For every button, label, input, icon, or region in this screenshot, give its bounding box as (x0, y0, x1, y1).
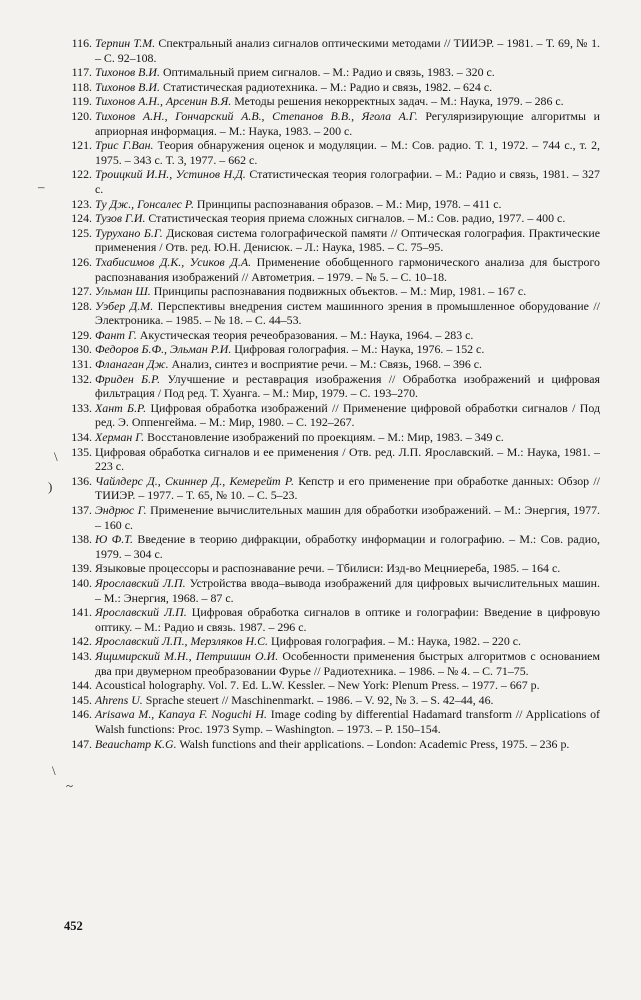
reference-text: Цифровая обработка сигналов и ее применения / Отв. ред. Л.П. Ярославский. – М.: Наука, 1981. – 223 с. (95, 444, 600, 474)
reference-text: Принципы распознавания образов. – М.: Мир, 1978. – 411 с. (193, 196, 502, 211)
reference-authors: Хант Б.Р. (95, 400, 147, 415)
reference-entry (64, 634, 600, 649)
reference-text: Перспективы внедрения систем машинного зрения в промышленное оборудование // Электроника. – 1985. – № 18. – С. 44–53. (95, 298, 600, 328)
reference-entry (64, 284, 600, 299)
reference-entry (64, 372, 600, 401)
reference-number: 130. (71, 342, 92, 357)
margin-tick-mark: – (38, 179, 45, 194)
reference-authors: Чайлдерс Д., Скиннер Д., Кемерейт Р. (95, 473, 294, 488)
reference-text: Особенности применения быстрых алгоритмов с основанием два при двумерном преобразовании Фурье // Радиотехника. – 1986. – № 4. – С. 71–75. (95, 648, 600, 678)
reference-authors: Beauchamp K.G. (95, 736, 177, 751)
reference-entry (64, 678, 600, 693)
reference-entry (64, 94, 600, 109)
reference-entry (64, 255, 600, 284)
reference-entry (64, 167, 600, 196)
reference-authors: Терпин Т.М. (95, 36, 156, 50)
reference-number: 128. (71, 298, 92, 313)
reference-text: Устройства ввода–вывода изображений для цифровых вычислительных машин. – М.: Энергия, 1968. – 87 с. (95, 575, 600, 605)
reference-number: 131. (71, 357, 92, 372)
reference-number: 124. (71, 211, 92, 226)
reference-entry (64, 576, 600, 605)
reference-entry (64, 357, 600, 372)
reference-number: 127. (71, 284, 92, 299)
reference-authors: Ahrens U. (95, 692, 143, 707)
reference-number: 135. (71, 444, 92, 459)
reference-authors: Турухано Б.Г. (95, 225, 163, 240)
reference-text: Введение в теорию дифракции, обработку информации и голографию. – М.: Сов. радио, 1979. – 304 с. (95, 532, 600, 561)
reference-number: 133. (71, 400, 92, 415)
reference-entry (64, 430, 600, 445)
reference-number: 140. (71, 575, 92, 590)
reference-text: Image coding by differential Hadamard transform // Applications of Walsh functions: Proc. 1973 Symp. – Washington. – 1973. – P. 150–154. (95, 707, 601, 736)
reference-number: 126. (71, 254, 92, 269)
reference-entry (64, 561, 600, 576)
reference-authors: Фриден Б.Р. (95, 371, 161, 386)
reference-authors: Федоров Б.Ф., Эльман Р.И. (95, 342, 232, 357)
reference-authors: Тихонов В.И. (95, 79, 160, 94)
reference-text: Кепстр и его применение при обработке данных: Обзор // ТИИЭР. – 1977. – Т. 65, № 10. – С. 5–23. (95, 473, 600, 503)
reference-text: Спектральный анализ сигналов оптическими методами // ТИИЭР. – 1981. – Т. 69, № 1. – С. 92–108. (95, 36, 600, 65)
margin-check-mark: \ (54, 449, 58, 464)
reference-number: 123. (71, 196, 92, 211)
reference-authors: Ярославский Л.П. (95, 605, 187, 620)
reference-number: 120. (71, 108, 92, 123)
reference-text: Статистическая теория голографии. – М.: Радио и связь, 1981. – 327 с. (95, 167, 600, 196)
reference-authors: Тихонов А.Н., Гончарский А.В., Степанов В.В., Ягола А.Г. (95, 108, 418, 123)
reference-text: Принципы распознавания подвижных объектов. – М.: Мир, 1981. – 167 с. (150, 284, 527, 299)
reference-entry (64, 211, 600, 226)
reference-number: 138. (71, 532, 92, 547)
reference-text: Восстановление изображений по проекциям. – М.: Мир, 1983. – 349 с. (144, 430, 504, 445)
reference-text: Улучшение и реставрация изображения // Обработка изображений и цифровая фильтрация / Под ред. Т. Хуанга. – М.: Мир, 1979. – С. 193–270. (95, 371, 600, 401)
reference-number: 129. (71, 327, 92, 342)
reference-authors: Ярославский Л.П. (95, 575, 186, 590)
reference-text: Статистическая теория приема сложных сигналов. – М.: Сов. радио, 1977. – 400 с. (145, 211, 566, 226)
reference-number: 144. (71, 678, 92, 693)
reference-text: Применение вычислительных машин для обработки изображений. – М.: Энергия, 1977. – 160 с. (95, 503, 600, 532)
reference-authors: Arisawa M., Kanaya F. Noguchi H. (95, 707, 267, 722)
reference-number: 147. (71, 736, 92, 751)
reference-authors: Фант Г. (95, 327, 137, 342)
reference-number: 121. (71, 138, 92, 153)
reference-text: Анализ, синтез и восприятие речи. – М.: Связь, 1968. – 396 с. (168, 357, 483, 372)
reference-authors: Тузов Г.И. (95, 211, 146, 226)
reference-entry (64, 109, 600, 138)
reference-number: 145. (71, 692, 92, 707)
reference-number: 117. (71, 65, 92, 80)
reference-entry (64, 737, 600, 752)
reference-number: 119. (71, 94, 92, 109)
reference-text: Применение обобщенного гармонического анализа для быстрого распознавания изображений // Автометрия. – 1979. – № 5. – С. 10–18. (95, 254, 600, 284)
reference-text: Walsh functions and their applications. – London: Academic Press, 1975. – 236 p. (176, 736, 570, 751)
reference-entry (64, 328, 600, 343)
reference-text: Цифровая голография. – М.: Наука, 1982. – 220 с. (268, 634, 522, 649)
reference-list (64, 36, 600, 751)
reference-text: Цифровая голография. – М.: Наука, 1976. – 152 с. (231, 342, 485, 357)
reference-text: Цифровая обработка изображений // Применение цифровой обработки сигналов / Под ред. Э. Оппенгейма. – М.: Мир, 1980. – С. 192–267. (95, 400, 601, 430)
reference-text: Acoustical holography. Vol. 7. Ed. L.W. Kessler. – New York: Plenum Press. – 1977. – 667 p. (95, 678, 540, 693)
reference-entry (64, 707, 600, 736)
reference-text: Акустическая теория речеобразования. – М.: Наука, 1964. – 283 с. (136, 327, 474, 342)
reference-authors: Тихонов В.И. (95, 65, 160, 80)
reference-text: Регуляризирующие алгоритмы и априорная информация. – М.: Наука, 1983. – 200 с. (95, 108, 600, 138)
reference-authors: Ящимирский М.Н., Петришин О.И. (95, 648, 279, 663)
reference-entry (64, 474, 600, 503)
reference-authors: Ульман Ш. (95, 284, 151, 299)
reference-number: 143. (71, 648, 92, 663)
margin-check-mark: ) (48, 479, 53, 494)
reference-text: Оптимальный прием сигналов. – М.: Радио и связь, 1983. – 320 с. (159, 65, 495, 80)
reference-authors: Фланаган Дж. (95, 357, 169, 372)
reference-number: 139. (71, 561, 92, 576)
reference-entry (64, 80, 600, 95)
reference-number: 118. (71, 79, 92, 94)
reference-entry (64, 342, 600, 357)
page-number: 452 (64, 919, 83, 933)
margin-dash-mark: ~ (66, 778, 74, 793)
reference-number: 142. (71, 634, 92, 649)
reference-entry (64, 605, 600, 634)
reference-entry (64, 649, 600, 678)
reference-number: 125. (71, 225, 92, 240)
reference-entry (64, 532, 600, 561)
reference-authors: Эндрюс Г. (95, 503, 147, 517)
reference-number: 146. (71, 707, 92, 722)
reference-text: Методы решения некорректных задач. – М.: Наука, 1979. – 286 с. (231, 94, 564, 109)
reference-authors: Тихонов А.Н., Арсенин В.Я. (95, 94, 232, 109)
reference-authors: Ту Дж., Гонсалес Р. (95, 196, 194, 211)
reference-number: 136. (71, 473, 92, 488)
reference-number: 122. (71, 167, 92, 182)
reference-number: 134. (71, 430, 92, 445)
reference-entry (64, 503, 600, 532)
reference-number: 132. (71, 371, 92, 386)
reference-number: 116. (71, 36, 92, 50)
reference-text: Sprache steuert // Maschinenmarkt. – 1986. – V. 92, № 3. – S. 42–44, 46. (142, 692, 494, 707)
reference-authors: Уэбер Д.М. (95, 298, 154, 313)
reference-authors: Тхабисимов Д.К., Усиков Д.А. (95, 254, 252, 269)
reference-entry (64, 445, 600, 474)
reference-entry (64, 197, 600, 212)
reference-authors: Троицкий И.Н., Устинов Н.Д. (95, 167, 246, 182)
reference-entry (64, 138, 600, 167)
reference-text: Языковые процессоры и распознавание речи. – Тбилиси: Изд-во Мецниереба, 1985. – 164 с. (95, 561, 561, 576)
reference-entry (64, 226, 600, 255)
reference-authors: Ярославский Л.П., Мерзляков Н.С. (95, 634, 269, 649)
reference-number: 137. (71, 503, 92, 517)
reference-entry (64, 401, 600, 430)
reference-authors: Ю Ф.Т. (95, 532, 134, 547)
reference-number: 141. (71, 605, 92, 620)
reference-text: Цифровая обработка сигналов в оптике и голографии: Введение в цифровую оптику. – М.: Радио и связь. 1987. – 296 с. (95, 605, 600, 634)
reference-text: Теория обнаружения оценок и модуляции. – М.: Сов. радио. Т. 1, 1972. – 744 с., т. 2, 1975. – 343 с. Т. 3, 1977. – 662 с. (95, 138, 600, 167)
reference-text: Статистическая радиотехника. – М.: Радио и связь, 1982. – 624 с. (159, 79, 493, 94)
reference-text: Дисковая система голографической памяти // Оптическая голография. Практические применения / Отв. ред. Ю.Н. Денисюк. – Л.: Наука, 1985. – С. 75–95. (95, 225, 600, 255)
reference-entry (64, 299, 600, 328)
reference-entry (64, 65, 600, 80)
margin-check-mark: \ (52, 763, 56, 778)
reference-entry (64, 693, 600, 708)
reference-authors: Херман Г. (95, 430, 145, 445)
reference-entry (64, 36, 600, 65)
reference-authors: Трис Г.Ван. (95, 138, 154, 153)
